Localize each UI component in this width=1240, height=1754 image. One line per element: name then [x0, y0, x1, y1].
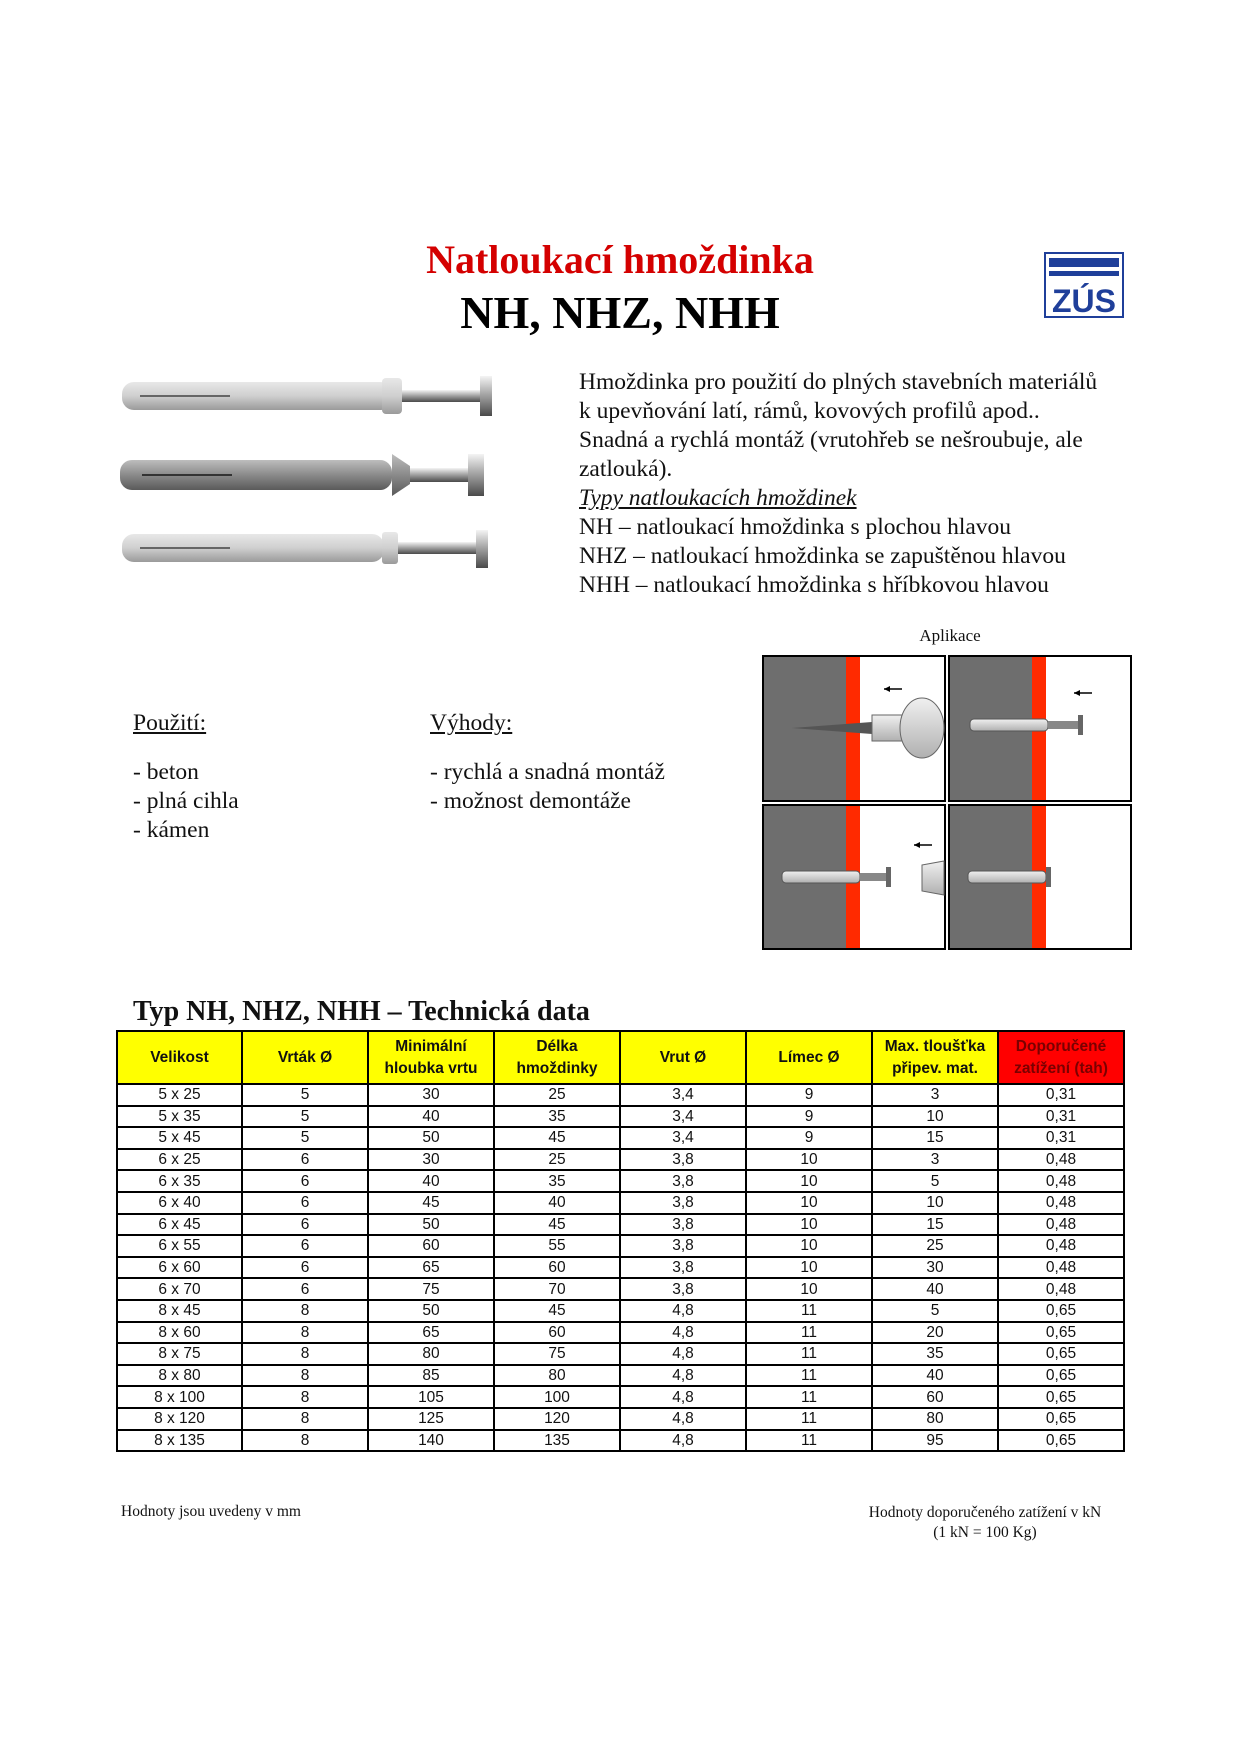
column-header	[368, 1031, 494, 1084]
column-header	[998, 1031, 1124, 1084]
table-cell: 11	[746, 1300, 872, 1322]
table-cell: 5	[242, 1084, 368, 1106]
type-nhz: NHZ – natloukací hmoždinka se zapuštěnou hlavou	[579, 543, 1066, 569]
table-cell: 0,48	[998, 1278, 1124, 1300]
table-cell: 8 x 60	[117, 1322, 242, 1344]
types-heading: Typy natloukacích hmoždinek	[579, 485, 857, 511]
tech-data-table	[116, 1030, 1125, 1452]
table-cell: 120	[494, 1408, 620, 1430]
table-row	[117, 1257, 1124, 1279]
table-cell: 75	[494, 1343, 620, 1365]
table-cell: 15	[872, 1214, 998, 1236]
table-cell: 4,8	[620, 1408, 746, 1430]
advantages-list	[430, 758, 665, 816]
advantage-item: - rychlá a snadná montáž	[430, 759, 665, 785]
table-cell: 9	[746, 1106, 872, 1128]
table-cell: 0,48	[998, 1214, 1124, 1236]
table-cell: 135	[494, 1430, 620, 1452]
table-cell: 6	[242, 1192, 368, 1214]
table-cell: 11	[746, 1322, 872, 1344]
table-cell: 6 x 60	[117, 1257, 242, 1279]
table-cell: 4,8	[620, 1430, 746, 1452]
usage-item: - kámen	[133, 817, 210, 843]
table-cell: 5 x 45	[117, 1127, 242, 1149]
table-cell: 0,31	[998, 1106, 1124, 1128]
logo-text: ZÚS	[1052, 283, 1116, 318]
table-cell: 75	[368, 1278, 494, 1300]
description-line: Hmoždinka pro použití do plných stavebních materiálů	[579, 369, 1098, 395]
table-row	[117, 1365, 1124, 1387]
column-header-text: Minimální	[395, 1037, 467, 1055]
usage-item: - beton	[133, 759, 199, 785]
table-cell: 125	[368, 1408, 494, 1430]
table-cell: 6	[242, 1278, 368, 1300]
product-photos	[120, 368, 540, 588]
table-cell: 10	[872, 1192, 998, 1214]
table-cell: 8 x 75	[117, 1343, 242, 1365]
table-row	[117, 1170, 1124, 1192]
table-cell: 10	[746, 1257, 872, 1279]
table-cell: 0,48	[998, 1257, 1124, 1279]
table-cell: 6	[242, 1235, 368, 1257]
table-cell: 80	[494, 1365, 620, 1387]
table-cell: 8	[242, 1322, 368, 1344]
column-header-text: hmoždinky	[516, 1059, 598, 1077]
table-cell: 8	[242, 1430, 368, 1452]
table-cell: 8	[242, 1386, 368, 1408]
table-cell: 40	[494, 1192, 620, 1214]
table-cell: 60	[368, 1235, 494, 1257]
table-cell: 10	[746, 1278, 872, 1300]
column-header-text: Vrut Ø	[659, 1048, 707, 1066]
table-cell: 8 x 45	[117, 1300, 242, 1322]
table-cell: 10	[746, 1235, 872, 1257]
table-cell: 0,48	[998, 1235, 1124, 1257]
table-row	[117, 1235, 1124, 1257]
type-nhh: NHH – natloukací hmoždinka s hříbkovou hlavou	[579, 572, 1049, 598]
table-row	[117, 1300, 1124, 1322]
product-codes: NH, NHZ, NHH	[460, 287, 780, 338]
table-cell: 8 x 135	[117, 1430, 242, 1452]
table-row	[117, 1386, 1124, 1408]
table-header-row	[117, 1031, 1124, 1084]
column-header	[494, 1031, 620, 1084]
table-cell: 65	[368, 1257, 494, 1279]
table-cell: 60	[494, 1322, 620, 1344]
load-units-note	[820, 1503, 1150, 1543]
tech-data-title: Typ NH, NHZ, NHH – Technická data	[133, 996, 590, 1027]
description-line: k upevňování latí, rámů, kovových profilů apod..	[579, 398, 1040, 424]
table-cell: 60	[494, 1257, 620, 1279]
load-units-line: Hodnoty doporučeného zatížení v kN	[868, 1504, 1102, 1521]
column-header	[242, 1031, 368, 1084]
table-cell: 3,8	[620, 1192, 746, 1214]
type-nh: NH – natloukací hmoždinka s plochou hlavou	[579, 514, 1012, 540]
table-cell: 0,31	[998, 1084, 1124, 1106]
table-cell: 8 x 100	[117, 1386, 242, 1408]
table-cell: 10	[746, 1170, 872, 1192]
table-cell: 11	[746, 1365, 872, 1387]
table-cell: 6	[242, 1170, 368, 1192]
table-cell: 11	[746, 1430, 872, 1452]
table-cell: 8 x 80	[117, 1365, 242, 1387]
table-cell: 80	[872, 1408, 998, 1430]
table-cell: 140	[368, 1430, 494, 1452]
page-title: Natloukací hmoždinka	[426, 237, 814, 282]
table-cell: 10	[746, 1149, 872, 1171]
table-cell: 5	[872, 1170, 998, 1192]
table-cell: 0,65	[998, 1430, 1124, 1452]
table-cell: 6 x 35	[117, 1170, 242, 1192]
table-cell: 5	[242, 1106, 368, 1128]
table-cell: 10	[746, 1214, 872, 1236]
table-cell: 40	[368, 1106, 494, 1128]
table-cell: 6 x 40	[117, 1192, 242, 1214]
table-cell: 45	[494, 1300, 620, 1322]
table-cell: 3,8	[620, 1170, 746, 1192]
column-header-text: připev. mat.	[892, 1059, 978, 1077]
table-row	[117, 1127, 1124, 1149]
step-insert-panel	[949, 656, 1131, 801]
table-row	[117, 1408, 1124, 1430]
column-header-text: hloubka vrtu	[384, 1059, 478, 1077]
table-cell: 8	[242, 1300, 368, 1322]
table-cell: 3,8	[620, 1214, 746, 1236]
table-cell: 3,8	[620, 1278, 746, 1300]
table-cell: 6 x 70	[117, 1278, 242, 1300]
table-cell: 6 x 25	[117, 1149, 242, 1171]
table-cell: 0,31	[998, 1127, 1124, 1149]
table-cell: 5	[872, 1300, 998, 1322]
step-hammer-panel	[763, 805, 945, 949]
column-header-text: zatížení (tah)	[1014, 1059, 1108, 1077]
table-cell: 0,48	[998, 1149, 1124, 1171]
table-cell: 0,65	[998, 1408, 1124, 1430]
table-cell: 40	[872, 1278, 998, 1300]
column-header	[117, 1031, 242, 1084]
table-cell: 0,65	[998, 1322, 1124, 1344]
column-header-text: Límec Ø	[778, 1048, 840, 1066]
table-cell: 9	[746, 1084, 872, 1106]
table-cell: 65	[368, 1322, 494, 1344]
table-row	[117, 1214, 1124, 1236]
table-cell: 85	[368, 1365, 494, 1387]
column-header-text: Vrták Ø	[277, 1048, 333, 1066]
table-cell: 70	[494, 1278, 620, 1300]
table-cell: 0,65	[998, 1343, 1124, 1365]
table-cell: 30	[872, 1257, 998, 1279]
application-caption: Aplikace	[919, 626, 981, 645]
table-cell: 0,65	[998, 1365, 1124, 1387]
table-row	[117, 1430, 1124, 1452]
table-row	[117, 1084, 1124, 1106]
table-cell: 3	[872, 1149, 998, 1171]
table-cell: 40	[368, 1170, 494, 1192]
table-cell: 25	[494, 1084, 620, 1106]
table-cell: 11	[746, 1408, 872, 1430]
column-header	[872, 1031, 998, 1084]
table-cell: 5 x 25	[117, 1084, 242, 1106]
usage-item: - plná cihla	[133, 788, 239, 814]
column-header-text: Doporučené	[1015, 1037, 1107, 1055]
table-cell: 6 x 55	[117, 1235, 242, 1257]
table-cell: 35	[494, 1170, 620, 1192]
table-cell: 15	[872, 1127, 998, 1149]
product-description	[579, 368, 1159, 600]
table-cell: 6 x 45	[117, 1214, 242, 1236]
application-diagram	[762, 655, 1132, 950]
table-row	[117, 1322, 1124, 1344]
anchor-nhz-image	[120, 454, 484, 496]
table-row	[117, 1343, 1124, 1365]
table-cell: 3,8	[620, 1235, 746, 1257]
table-cell: 0,48	[998, 1192, 1124, 1214]
usage-heading: Použití:	[133, 710, 207, 736]
table-cell: 4,8	[620, 1386, 746, 1408]
table-cell: 45	[494, 1127, 620, 1149]
table-cell: 0,48	[998, 1170, 1124, 1192]
table-cell: 50	[368, 1214, 494, 1236]
table-cell: 20	[872, 1322, 998, 1344]
advantage-item: - možnost demontáže	[430, 788, 631, 814]
table-cell: 55	[494, 1235, 620, 1257]
step-drill-panel	[763, 656, 945, 801]
table-cell: 3,4	[620, 1084, 746, 1106]
column-header-text: Max. tloušťka	[884, 1037, 986, 1055]
table-cell: 100	[494, 1386, 620, 1408]
step-finished-panel	[949, 805, 1131, 949]
table-cell: 3,4	[620, 1127, 746, 1149]
table-cell: 6	[242, 1149, 368, 1171]
table-row	[117, 1106, 1124, 1128]
zus-logo	[1044, 252, 1124, 318]
table-cell: 4,8	[620, 1365, 746, 1387]
table-cell: 60	[872, 1386, 998, 1408]
usage-list	[133, 758, 239, 845]
table-cell: 6	[242, 1214, 368, 1236]
column-header-text: Délka	[536, 1037, 578, 1055]
table-cell: 45	[368, 1192, 494, 1214]
table-row	[117, 1278, 1124, 1300]
table-cell: 4,8	[620, 1300, 746, 1322]
table-cell: 4,8	[620, 1322, 746, 1344]
table-cell: 25	[494, 1149, 620, 1171]
table-cell: 25	[872, 1235, 998, 1257]
description-line: zatlouká).	[579, 456, 673, 482]
table-row	[117, 1149, 1124, 1171]
table-cell: 4,8	[620, 1343, 746, 1365]
table-cell: 10	[746, 1192, 872, 1214]
table-cell: 50	[368, 1300, 494, 1322]
table-cell: 3,8	[620, 1257, 746, 1279]
table-cell: 5	[242, 1127, 368, 1149]
table-cell: 3	[872, 1084, 998, 1106]
table-cell: 3,8	[620, 1149, 746, 1171]
table-cell: 95	[872, 1430, 998, 1452]
anchor-nhh-image	[122, 530, 488, 568]
table-cell: 11	[746, 1343, 872, 1365]
table-cell: 80	[368, 1343, 494, 1365]
table-cell: 30	[368, 1149, 494, 1171]
column-header-text: Velikost	[150, 1048, 209, 1066]
column-header	[620, 1031, 746, 1084]
table-cell: 8	[242, 1343, 368, 1365]
table-cell: 9	[746, 1127, 872, 1149]
units-note: Hodnoty jsou uvedeny v mm	[121, 1503, 301, 1520]
description-line: Snadná a rychlá montáž (vrutohřeb se nešroubuje, ale	[579, 427, 1083, 453]
table-cell: 8	[242, 1365, 368, 1387]
column-header	[746, 1031, 872, 1084]
table-cell: 30	[368, 1084, 494, 1106]
table-cell: 50	[368, 1127, 494, 1149]
table-cell: 3,4	[620, 1106, 746, 1128]
table-cell: 40	[872, 1365, 998, 1387]
table-cell: 105	[368, 1386, 494, 1408]
table-cell: 6	[242, 1257, 368, 1279]
table-cell: 8 x 120	[117, 1408, 242, 1430]
table-cell: 10	[872, 1106, 998, 1128]
table-cell: 0,65	[998, 1300, 1124, 1322]
table-cell: 35	[872, 1343, 998, 1365]
table-cell: 0,65	[998, 1386, 1124, 1408]
conversion-line: (1 kN = 100 Kg)	[933, 1524, 1037, 1541]
table-cell: 5 x 35	[117, 1106, 242, 1128]
table-cell: 45	[494, 1214, 620, 1236]
table-cell: 8	[242, 1408, 368, 1430]
advantages-heading: Výhody:	[430, 710, 513, 736]
table-row	[117, 1192, 1124, 1214]
anchor-nh-image	[122, 376, 492, 416]
table-cell: 35	[494, 1106, 620, 1128]
table-cell: 11	[746, 1386, 872, 1408]
